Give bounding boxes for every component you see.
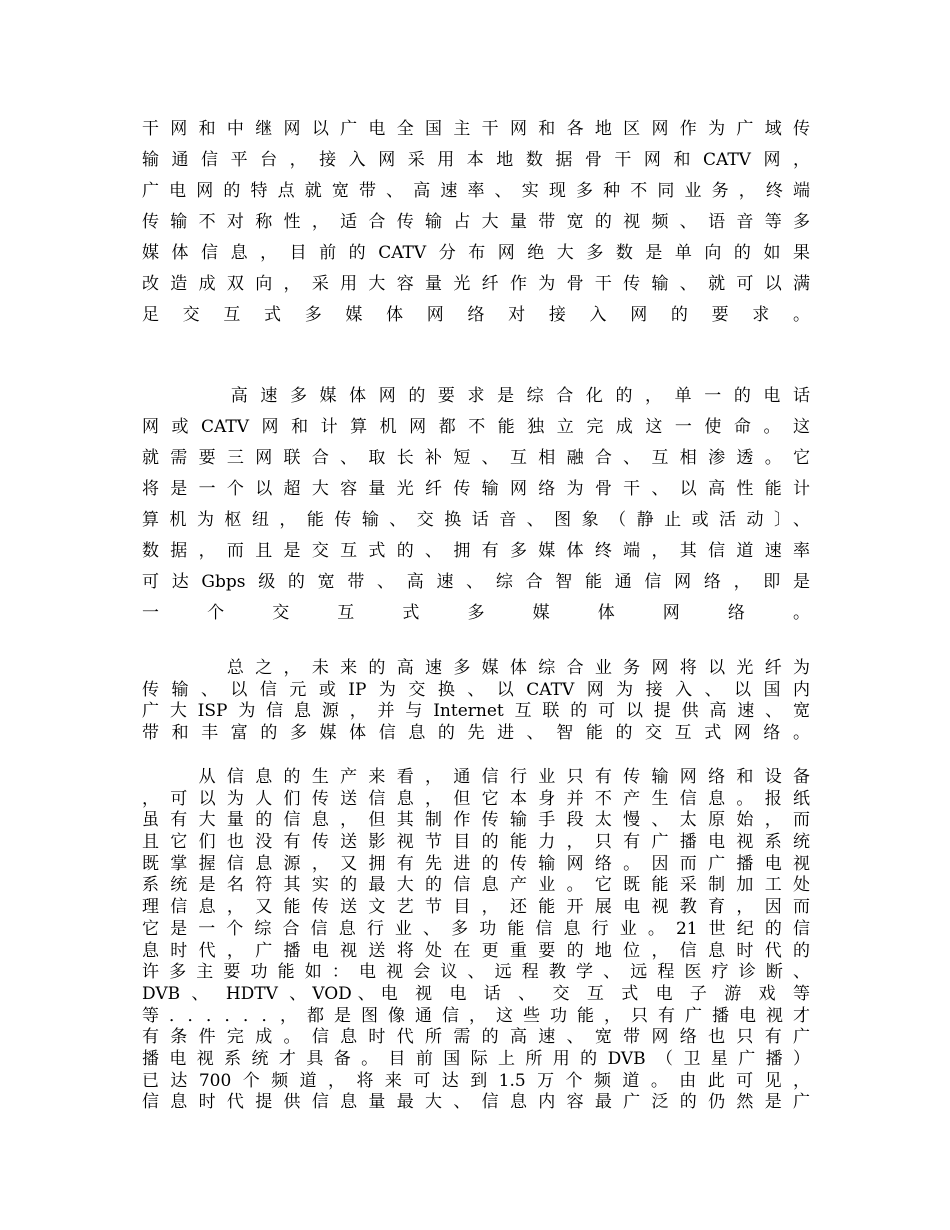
text-line: 一个交互式多媒体网络。 — [142, 603, 810, 623]
text-line: 等．．．．．．，都是图像通信，这些功能，只有广播电视才 — [142, 1005, 810, 1026]
text-line: 虽有大量的信息，但其制作传输手段太慢、太原始，而 — [142, 810, 810, 831]
text-line: 播电视系统才具备。目前国际上所用的DVB（卫星广播） — [142, 1048, 810, 1069]
text-line: 足交互式多媒体网络对接入网的要求。 — [142, 305, 810, 325]
text-line: 总之，未来的高速多媒体综合业务网将以光纤为 — [142, 658, 810, 678]
text-line: 网或CATV网和计算机网都不能独立完成这一使命。这 — [142, 417, 810, 437]
text-line: 输通信平台，接入网采用本地数据骨干网和CATV网， — [142, 150, 810, 170]
paragraph-4 — [142, 767, 810, 1114]
text-line: 高速多媒体网的要求是综合化的，单一的电话 — [142, 386, 810, 406]
text-line: 算机为枢纽，能传输、交换话音、图象（静止或活动〕、 — [142, 510, 810, 530]
text-line: 从信息的生产来看，通信行业只有传输网络和设备 — [142, 767, 810, 787]
text-line: 有条件完成。信息时代所需的高速、宽带网络也只有广 — [142, 1027, 810, 1048]
text-line: 改造成双向，采用大容量光纤作为骨干传输、就可以满 — [142, 274, 810, 294]
text-line: 理信息，又能传送文艺节目，还能开展电视教育，因而 — [142, 897, 810, 918]
text-line: 可达Gbps级的宽带、高速、综合智能通信网络，即是 — [142, 572, 810, 592]
paragraph-3 — [142, 658, 810, 745]
text-line: 许多主要功能如：电视会议、远程教学、远程医疗诊断、 — [142, 962, 810, 983]
text-line: 传输、以信元或IP为交换、以CATV网为接入、以国内 — [142, 679, 810, 700]
text-line: 既掌握信息源，又拥有先进的传输网络。因而广播电视 — [142, 853, 810, 874]
text-line: 带和丰富的多媒体信息的先进、智能的交互式网络。 — [142, 723, 810, 744]
text-line: 它是一个综合信息行业、多功能信息行业。21世纪的信 — [142, 918, 810, 939]
text-line: 就需要三网联合、取长补短、互相融合、互相渗透。它 — [142, 448, 810, 468]
text-line: 已达700个频道，将来可达到1.5万个频道。由此可见， — [142, 1070, 810, 1091]
text-line: 传输不对称性，适合传输占大量带宽的视频、语音等多 — [142, 212, 810, 232]
text-line: 将是一个以超大容量光纤传输网络为骨干、以高性能计 — [142, 479, 810, 499]
paragraph-1 — [142, 114, 810, 331]
text-line: 且它们也没有传送影视节目的能力，只有广播电视系统 — [142, 832, 810, 853]
text-line: 广大ISP为信息源，并与Internet互联的可以提供高速、宽 — [142, 701, 810, 722]
text-line: DVB 、 HDTV 、VOD、电 视 电 话 、 交 互 式 电 子 游 戏 等 — [142, 983, 810, 1004]
text-line: 干网和中继网以广电全国主干网和各地区网作为广域传 — [142, 119, 810, 139]
text-line: 息时代，广播电视送将处在更重要的地位，信息时代的 — [142, 940, 810, 961]
text-line: 媒体信息，目前的CATV分布网绝大多数是单向的如果 — [142, 243, 810, 263]
text-line: 系统是名符其实的最大的信息产业。它既能采制加工处 — [142, 875, 810, 896]
text-line: 信息时代提供信息量最大、信息内容最广泛的仍然是广 — [142, 1092, 810, 1113]
text-line: ，可以为人们传送信息，但它本身并不产生信息。报纸 — [142, 788, 810, 809]
text-line: 数据，而且是交互式的、拥有多媒体终端，其信道速率 — [142, 541, 810, 561]
paragraph-2 — [142, 381, 810, 629]
text-line: 广电网的特点就宽带、高速率、实现多种不同业务，终端 — [142, 181, 810, 201]
